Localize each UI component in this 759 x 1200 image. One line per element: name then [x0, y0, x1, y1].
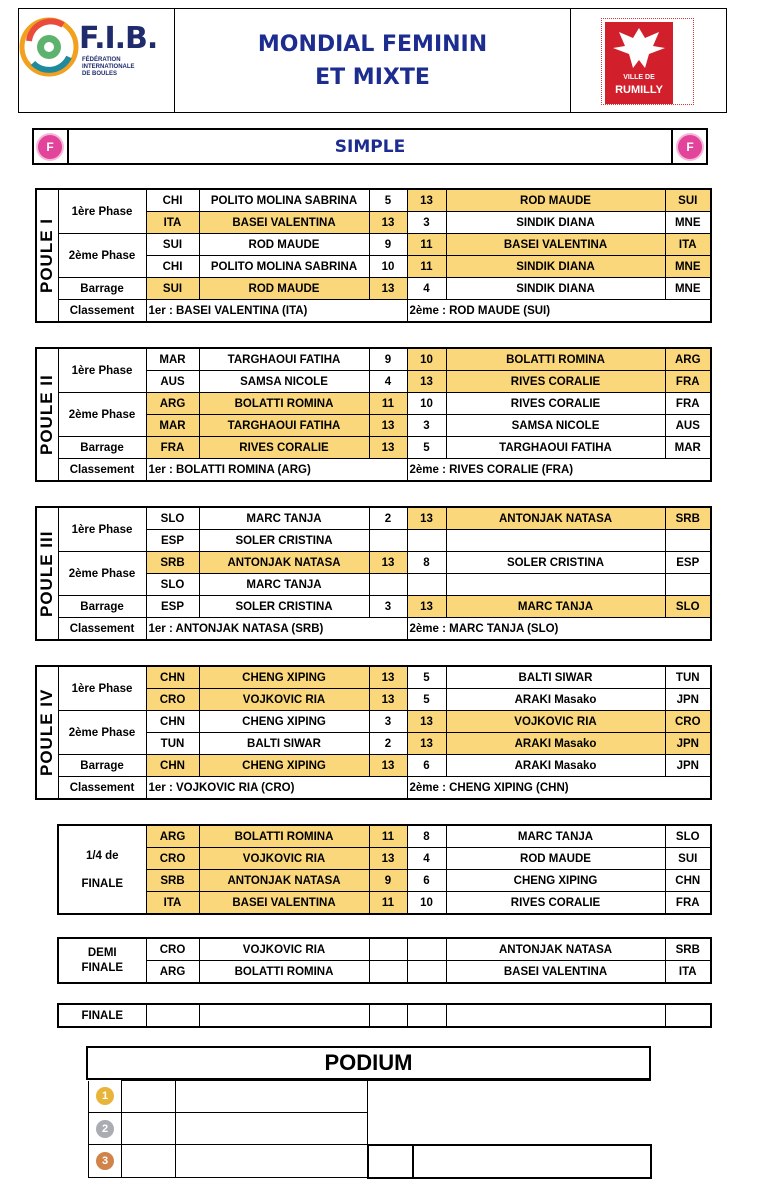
gold-medal-icon: 1	[96, 1087, 114, 1105]
player-1: BOLATTI ROMINA	[199, 825, 369, 848]
phase-label: 1ère Phase	[58, 507, 146, 552]
country-1: CHN	[146, 666, 199, 689]
country-1: ARG	[146, 393, 199, 415]
poule-table	[35, 347, 712, 482]
score-1[interactable]: 13	[369, 212, 407, 234]
score-1[interactable]: 9	[369, 348, 407, 371]
country-2: FRA	[665, 393, 711, 415]
classement-first: 1er : VOJKOVIC RIA (CRO)	[146, 777, 407, 800]
semi-match-row	[58, 938, 711, 961]
phase-label: Barrage	[58, 755, 146, 777]
score-2[interactable]: 3	[407, 212, 446, 234]
country-2: FRA	[665, 892, 711, 915]
player-1: SOLER CRISTINA	[199, 596, 369, 618]
player-1: CHENG XIPING	[199, 755, 369, 777]
classement-first: 1er : ANTONJAK NATASA (SRB)	[146, 618, 407, 641]
country-2: TUN	[665, 666, 711, 689]
final-cell[interactable]	[146, 1004, 199, 1027]
score-2[interactable]: 13	[407, 596, 446, 618]
player-1: TARGHAOUI FATIHA	[199, 348, 369, 371]
score-1[interactable]	[369, 574, 407, 596]
match-row	[36, 348, 711, 371]
player-2: ARAKI Masako	[446, 689, 665, 711]
country-2: MNE	[665, 278, 711, 300]
country-1: CRO	[146, 689, 199, 711]
match-row	[36, 393, 711, 415]
quarter-match-row	[58, 848, 711, 870]
player-1: BALTI SIWAR	[199, 733, 369, 755]
score-1[interactable]: 13	[369, 755, 407, 777]
score-1[interactable]: 2	[369, 733, 407, 755]
phase-label: 2ème Phase	[58, 234, 146, 278]
player-2: CHENG XIPING	[446, 870, 665, 892]
score-1[interactable]: 9	[369, 870, 407, 892]
podium-place	[89, 1113, 122, 1145]
score-2[interactable]: 6	[407, 870, 446, 892]
semi-label-line: FINALE	[81, 961, 124, 974]
podium-country[interactable]	[368, 1145, 413, 1178]
phase-label: 2ème Phase	[58, 711, 146, 755]
score-2[interactable]: 5	[407, 666, 446, 689]
final-cell[interactable]	[665, 1004, 711, 1027]
classement-first: 1er : BASEI VALENTINA (ITA)	[146, 300, 407, 323]
country-1: CHI	[146, 189, 199, 212]
country-2: CHN	[665, 870, 711, 892]
phase-label: Barrage	[58, 596, 146, 618]
section-title: SIMPLE	[67, 130, 673, 163]
phase-label: 1ère Phase	[58, 189, 146, 234]
country-1: FRA	[146, 437, 199, 459]
poule-table	[35, 188, 712, 323]
classement-second: 2ème : ROD MAUDE (SUI)	[407, 300, 711, 323]
score-2[interactable]: 10	[407, 892, 446, 915]
country-2	[665, 530, 711, 552]
match-row	[36, 189, 711, 212]
match-row	[36, 755, 711, 777]
player-2: ARAKI Masako	[446, 755, 665, 777]
quarter-match-row	[58, 892, 711, 915]
score-1[interactable]: 13	[369, 437, 407, 459]
score-1[interactable]: 13	[369, 278, 407, 300]
player-2: SINDIK DIANA	[446, 278, 665, 300]
player-2: MARC TANJA	[446, 596, 665, 618]
score-2[interactable]	[407, 938, 446, 961]
country-1: CHN	[146, 755, 199, 777]
player-1: SAMSA NICOLE	[199, 371, 369, 393]
quarter-label	[58, 825, 146, 914]
phase-label: 2ème Phase	[58, 552, 146, 596]
rumilly-prefix: VILLE DE	[623, 74, 655, 81]
podium-player[interactable]	[176, 1113, 368, 1145]
score-2[interactable]: 3	[407, 415, 446, 437]
score-1[interactable]: 5	[369, 189, 407, 212]
quarter-label-line: 1/4 de	[85, 849, 119, 862]
country-2: ESP	[665, 552, 711, 574]
phase-label: Barrage	[58, 278, 146, 300]
podium-table	[88, 1080, 652, 1179]
poule-name: POULE II	[36, 348, 58, 481]
score-1[interactable]: 4	[369, 371, 407, 393]
country-2: SRB	[665, 507, 711, 530]
country-1: TUN	[146, 733, 199, 755]
classement-first: 1er : BOLATTI ROMINA (ARG)	[146, 459, 407, 482]
fib-name: F.I.B.	[79, 21, 158, 56]
phase-label: 1ère Phase	[58, 348, 146, 393]
final-cell[interactable]	[446, 1004, 665, 1027]
country-2: SUI	[665, 848, 711, 870]
score-1[interactable]	[369, 530, 407, 552]
fib-emblem-icon	[19, 11, 79, 81]
player-2: SINDIK DIANA	[446, 256, 665, 278]
player-2: ROD MAUDE	[446, 848, 665, 870]
classement-second: 2ème : RIVES CORALIE (FRA)	[407, 459, 711, 482]
country-2: ARG	[665, 348, 711, 371]
document-header	[18, 8, 727, 113]
match-row	[36, 552, 711, 574]
classement-label: Classement	[58, 777, 146, 800]
classement-row	[36, 618, 711, 641]
country-2: JPN	[665, 733, 711, 755]
player-1: TARGHAOUI FATIHA	[199, 415, 369, 437]
poule-table	[35, 665, 712, 800]
player-2: SINDIK DIANA	[446, 212, 665, 234]
classement-second: 2ème : MARC TANJA (SLO)	[407, 618, 711, 641]
country-1: SLO	[146, 507, 199, 530]
quarter-match-row	[58, 825, 711, 848]
player-1: BOLATTI ROMINA	[199, 393, 369, 415]
country-2: JPN	[665, 755, 711, 777]
country-1: CHN	[146, 711, 199, 733]
podium-place	[89, 1145, 122, 1178]
country-2: SLO	[665, 825, 711, 848]
score-1[interactable]: 13	[369, 552, 407, 574]
page-title	[175, 9, 570, 112]
country-2: SLO	[665, 596, 711, 618]
country-1: ESP	[146, 596, 199, 618]
podium-blank	[368, 1081, 651, 1145]
player-2: RIVES CORALIE	[446, 892, 665, 915]
semi-label-line: DEMI	[87, 946, 117, 959]
fib-logo	[19, 9, 175, 112]
player-1: BASEI VALENTINA	[199, 892, 369, 915]
score-2[interactable]: 4	[407, 848, 446, 870]
fib-sub-line: DE BOULES	[82, 71, 118, 77]
country-1: SLO	[146, 574, 199, 596]
podium-place	[89, 1081, 122, 1113]
podium-player[interactable]	[413, 1145, 651, 1178]
country-1: ITA	[146, 892, 199, 915]
player-2: SAMSA NICOLE	[446, 415, 665, 437]
poule-name: POULE III	[36, 507, 58, 640]
classement-row	[36, 459, 711, 482]
country-1: ARG	[146, 825, 199, 848]
country-2: SUI	[665, 189, 711, 212]
feminine-badge-icon: F	[38, 135, 62, 159]
player-2: TARGHAOUI FATIHA	[446, 437, 665, 459]
score-2[interactable]: 5	[407, 689, 446, 711]
score-2[interactable]: 13	[407, 507, 446, 530]
podium-player[interactable]	[176, 1145, 368, 1178]
player-1: RIVES CORALIE	[199, 437, 369, 459]
match-row	[36, 437, 711, 459]
player-2: ANTONJAK NATASA	[446, 938, 665, 961]
semi-match-row	[58, 961, 711, 984]
classement-label: Classement	[58, 459, 146, 482]
phase-label: 1ère Phase	[58, 666, 146, 711]
classement-row	[36, 300, 711, 323]
player-1: ANTONJAK NATASA	[199, 870, 369, 892]
score-1[interactable]: 11	[369, 393, 407, 415]
score-2[interactable]: 13	[407, 711, 446, 733]
player-2: ANTONJAK NATASA	[446, 507, 665, 530]
player-1: VOJKOVIC RIA	[199, 938, 369, 961]
classement-label: Classement	[58, 618, 146, 641]
match-row	[36, 278, 711, 300]
classement-label: Classement	[58, 300, 146, 323]
player-2	[446, 530, 665, 552]
country-1: SRB	[146, 870, 199, 892]
score-2[interactable]: 5	[407, 437, 446, 459]
score-1[interactable]	[369, 938, 407, 961]
score-2[interactable]: 13	[407, 189, 446, 212]
quarter-label-line: FINALE	[81, 877, 124, 890]
phase-label: Barrage	[58, 437, 146, 459]
score-2[interactable]: 13	[407, 371, 446, 393]
player-2: ROD MAUDE	[446, 189, 665, 212]
title-line-2: ET MIXTE	[315, 64, 430, 90]
score-1[interactable]: 2	[369, 507, 407, 530]
country-1: SRB	[146, 552, 199, 574]
rumilly-shield	[605, 22, 673, 104]
player-1: BASEI VALENTINA	[199, 212, 369, 234]
score-2[interactable]: 8	[407, 825, 446, 848]
score-1[interactable]: 10	[369, 256, 407, 278]
match-row	[36, 666, 711, 689]
country-1: SUI	[146, 234, 199, 256]
player-2: BALTI SIWAR	[446, 666, 665, 689]
score-1[interactable]	[369, 961, 407, 984]
score-1[interactable]: 11	[369, 825, 407, 848]
player-2	[446, 574, 665, 596]
country-1: CRO	[146, 938, 199, 961]
final-table	[57, 1003, 712, 1028]
quarter-final-table	[57, 824, 712, 915]
score-2[interactable]: 10	[407, 393, 446, 415]
player-1: VOJKOVIC RIA	[199, 689, 369, 711]
fib-sub-line: FÉDÉRATION	[82, 57, 121, 63]
player-1: BOLATTI ROMINA	[199, 961, 369, 984]
score-2[interactable]: 6	[407, 755, 446, 777]
score-2[interactable]: 11	[407, 256, 446, 278]
match-row	[36, 507, 711, 530]
score-1[interactable]: 13	[369, 666, 407, 689]
player-1: ROD MAUDE	[199, 278, 369, 300]
player-2: RIVES CORALIE	[446, 393, 665, 415]
final-cell[interactable]	[369, 1004, 407, 1027]
semi-label	[58, 938, 146, 983]
match-row	[36, 234, 711, 256]
score-2[interactable]: 11	[407, 234, 446, 256]
player-1: VOJKOVIC RIA	[199, 848, 369, 870]
player-1: MARC TANJA	[199, 507, 369, 530]
country-1: CHI	[146, 256, 199, 278]
score-2[interactable]: 10	[407, 348, 446, 371]
country-2: MNE	[665, 212, 711, 234]
player-2: BASEI VALENTINA	[446, 234, 665, 256]
score-2[interactable]: 13	[407, 733, 446, 755]
player-1: POLITO MOLINA SABRINA	[199, 189, 369, 212]
country-1: CRO	[146, 848, 199, 870]
bronze-medal-icon: 3	[96, 1152, 114, 1170]
score-2[interactable]: 4	[407, 278, 446, 300]
country-2: MNE	[665, 256, 711, 278]
player-2: BOLATTI ROMINA	[446, 348, 665, 371]
feminine-badge-icon: F	[678, 135, 702, 159]
section-banner	[32, 128, 708, 165]
country-2: SRB	[665, 938, 711, 961]
score-1[interactable]: 11	[369, 892, 407, 915]
score-1[interactable]: 13	[369, 848, 407, 870]
phase-label: 2ème Phase	[58, 393, 146, 437]
country-2: CRO	[665, 711, 711, 733]
podium-country[interactable]	[122, 1145, 176, 1178]
poule-name: POULE I	[36, 189, 58, 322]
title-line-1: MONDIAL FEMININ	[257, 31, 488, 57]
podium-country[interactable]	[122, 1113, 176, 1145]
match-row	[36, 711, 711, 733]
score-1[interactable]: 9	[369, 234, 407, 256]
country-2: AUS	[665, 415, 711, 437]
country-1: SUI	[146, 278, 199, 300]
player-1: SOLER CRISTINA	[199, 530, 369, 552]
match-row	[36, 596, 711, 618]
score-2[interactable]: 8	[407, 552, 446, 574]
player-1: ROD MAUDE	[199, 234, 369, 256]
final-label: FINALE	[58, 1004, 146, 1027]
podium-player[interactable]	[176, 1081, 368, 1113]
poule-table	[35, 506, 712, 641]
rumilly-logo	[570, 9, 726, 112]
podium-country[interactable]	[122, 1081, 176, 1113]
player-2: RIVES CORALIE	[446, 371, 665, 393]
podium-title: PODIUM	[86, 1046, 651, 1080]
country-2: FRA	[665, 371, 711, 393]
player-1: ANTONJAK NATASA	[199, 552, 369, 574]
player-2: MARC TANJA	[446, 825, 665, 848]
classement-row	[36, 777, 711, 800]
country-1: MAR	[146, 348, 199, 371]
fib-sub-line: INTERNATIONALE	[82, 64, 135, 70]
score-1[interactable]: 3	[369, 711, 407, 733]
player-2: VOJKOVIC RIA	[446, 711, 665, 733]
country-1: ITA	[146, 212, 199, 234]
score-1[interactable]: 3	[369, 596, 407, 618]
player-1: CHENG XIPING	[199, 666, 369, 689]
poule-name: POULE IV	[36, 666, 58, 799]
score-2[interactable]	[407, 574, 446, 596]
semi-final-table	[57, 937, 712, 984]
player-2: ARAKI Masako	[446, 733, 665, 755]
country-2: MAR	[665, 437, 711, 459]
country-2: ITA	[665, 234, 711, 256]
player-1: CHENG XIPING	[199, 711, 369, 733]
player-1: MARC TANJA	[199, 574, 369, 596]
country-2: ITA	[665, 961, 711, 984]
player-2: SOLER CRISTINA	[446, 552, 665, 574]
country-1: ARG	[146, 961, 199, 984]
fib-subtitle	[82, 57, 135, 78]
eagle-icon	[605, 22, 673, 72]
rumilly-name: RUMILLY	[615, 84, 663, 96]
silver-medal-icon: 2	[96, 1120, 114, 1138]
country-2	[665, 574, 711, 596]
player-1: POLITO MOLINA SABRINA	[199, 256, 369, 278]
quarter-match-row	[58, 870, 711, 892]
player-2: BASEI VALENTINA	[446, 961, 665, 984]
final-cell[interactable]	[407, 1004, 446, 1027]
country-2: JPN	[665, 689, 711, 711]
country-1: ESP	[146, 530, 199, 552]
country-1: AUS	[146, 371, 199, 393]
classement-second: 2ème : CHENG XIPING (CHN)	[407, 777, 711, 800]
score-2[interactable]	[407, 530, 446, 552]
score-2[interactable]	[407, 961, 446, 984]
final-cell[interactable]	[199, 1004, 369, 1027]
country-1: MAR	[146, 415, 199, 437]
score-1[interactable]: 13	[369, 689, 407, 711]
score-1[interactable]: 13	[369, 415, 407, 437]
